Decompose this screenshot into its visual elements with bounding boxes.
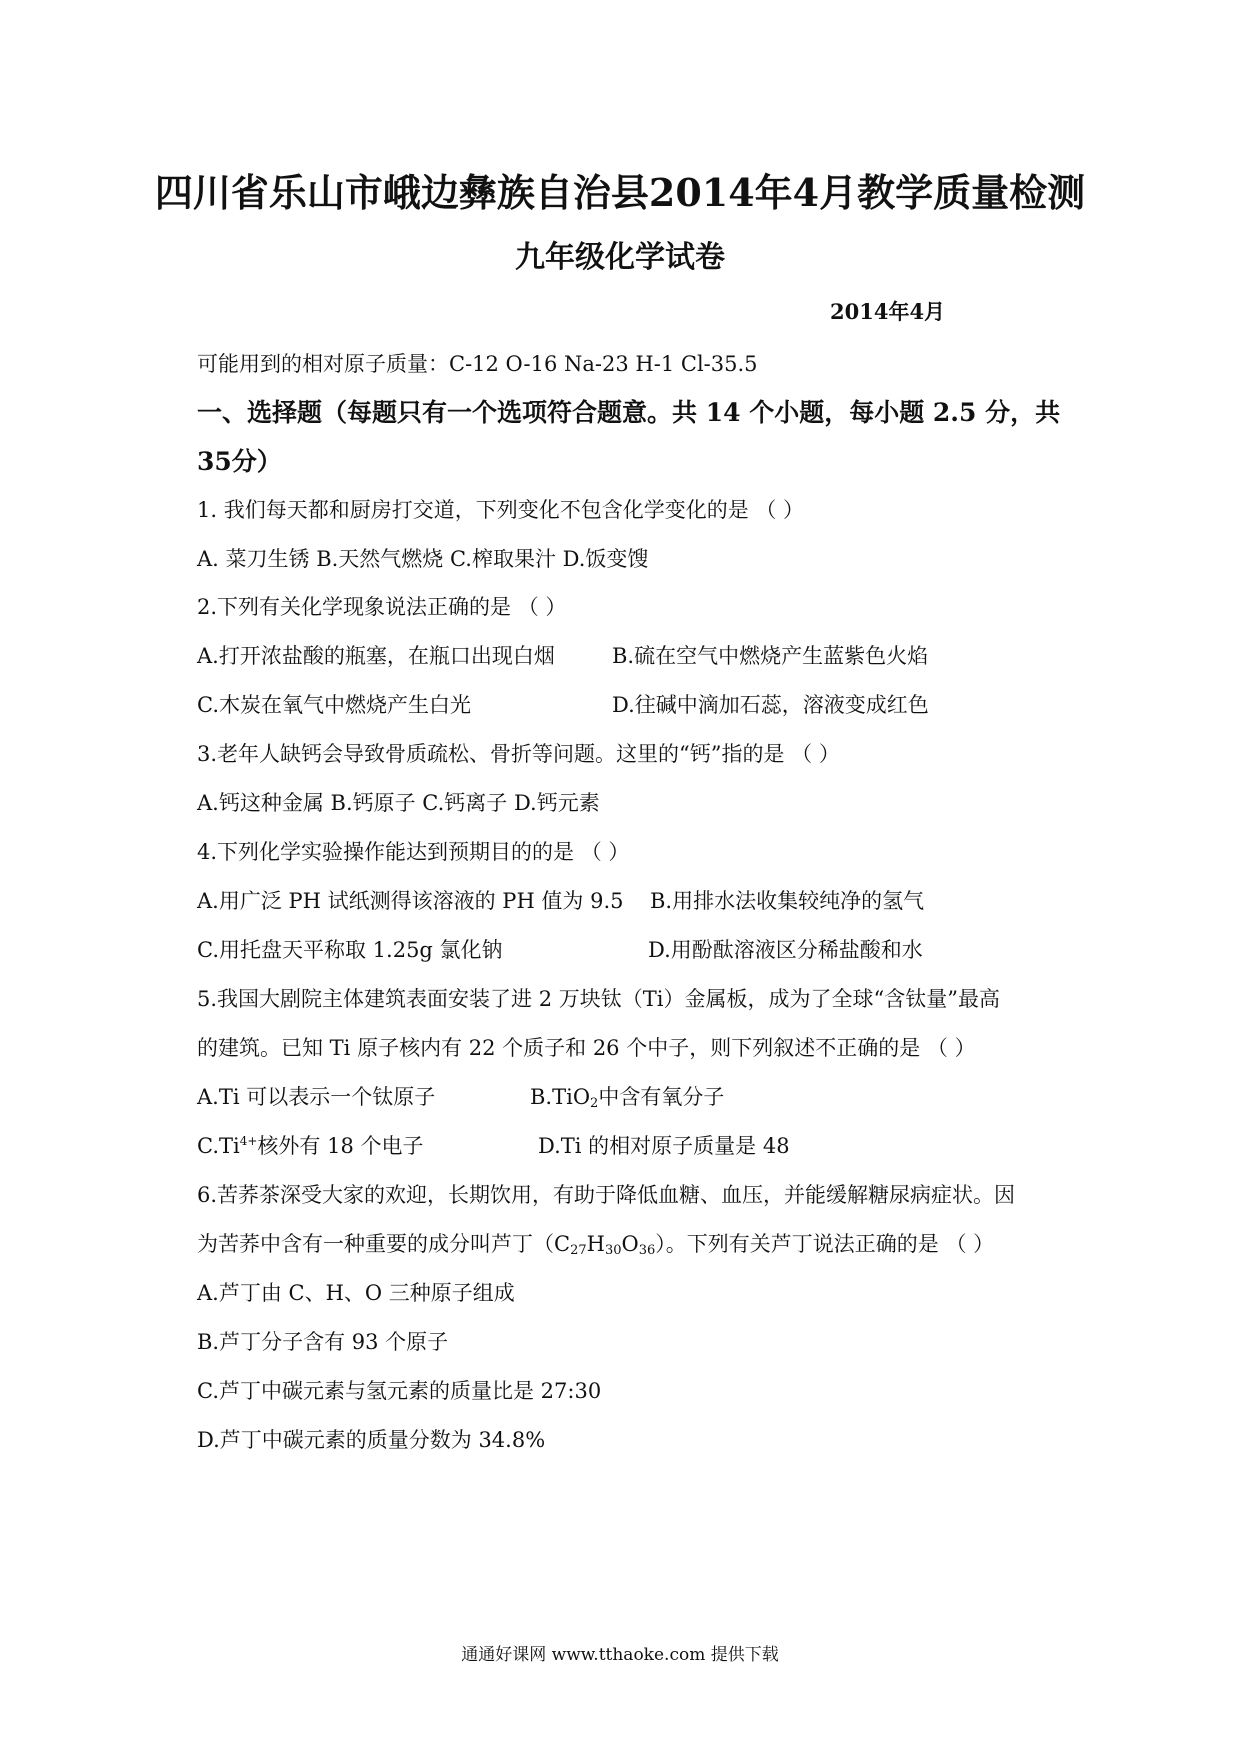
- section-heading-line2: 35分）: [197, 447, 282, 476]
- question-5-option-b: B.TiO$_2$中含有氧分子: [530, 1085, 725, 1111]
- question-6-option-a: A.芦丁由 C、H、O 三种原子组成: [197, 1281, 515, 1305]
- question-4-option-d: D.用酚酞溶液区分稀盐酸和水: [648, 938, 923, 962]
- page-subtitle: 九年级化学试卷: [515, 240, 725, 275]
- question-2-option-b: B.硫在空气中燃烧产生蓝紫色火焰: [612, 644, 929, 668]
- question-6-option-d: D.芦丁中碳元素的质量分数为 34.8%: [197, 1428, 546, 1452]
- question-2-stem: 2.下列有关化学现象说法正确的是 （ ）: [197, 595, 567, 619]
- question-4-stem: 4.下列化学实验操作能达到预期目的的是 （ ）: [197, 840, 630, 864]
- question-2-option-c: C.木炭在氧气中燃烧产生白光: [197, 693, 471, 717]
- question-1-stem: 1. 我们每天都和厨房打交道，下列变化不包含化学变化的是 （ ）: [197, 498, 805, 522]
- page-title: 四川省乐山市峨边彝族自治县2014年4月教学质量检测: [154, 170, 1086, 215]
- question-5-option-a: A.Ti 可以表示一个钛原子: [197, 1085, 436, 1109]
- question-6-option-b: B.芦丁分子含有 93 个原子: [197, 1330, 449, 1354]
- exam-date: 2014年4月: [830, 299, 946, 324]
- page-footer: 通通好课网 www.tthaoke.com 提供下载: [461, 1645, 779, 1665]
- question-5-option-c: $C.Ti^{4+}$核外有 18 个电子: [197, 1134, 424, 1158]
- question-3-stem: 3.老年人缺钙会导致骨质疏松、骨折等问题。这里的“钙”指的是 （ ）: [197, 742, 840, 766]
- question-5-stem-line1: 5.我国大剧院主体建筑表面安装了进 2 万块钛（Ti）金属板，成为了全球“含钛量”最高: [197, 987, 1000, 1011]
- question-5-option-d: D.Ti 的相对原子质量是 48: [538, 1134, 790, 1158]
- question-3-options: A.钙这种金属 B.钙原子 C.钙离子 D.钙元素: [197, 791, 600, 815]
- question-6-option-c: C.芦丁中碳元素与氢元素的质量比是 27:30: [197, 1379, 602, 1403]
- question-4-option-c: C.用托盘天平称取 1.25g 氯化钠: [197, 938, 503, 962]
- question-6-stem-line2: 为苦荞中含有一种重要的成分叫芦丁$(C_{27}H_{30}O_{36})$。下列有关芦丁说法正确的是 （ ）: [197, 1232, 995, 1258]
- question-1-options: A. 菜刀生锈 B.天然气燃烧 C.榨取果汁 D.饭变馊: [197, 547, 649, 571]
- question-2-option-d: D.往碱中滴加石蕊，溶液变成红色: [612, 693, 929, 717]
- question-4-option-a: A.用广泛 PH 试纸测得该溶液的 PH 值为 9.5: [197, 889, 624, 913]
- atomic-mass-note: 可能用到的相对原子质量：C-12 O-16 Na-23 H-1 Cl-35.5: [197, 352, 758, 376]
- question-6-stem-line1: 6.苦荞茶深受大家的欢迎，长期饮用，有助于降低血糖、血压，并能缓解糖尿病症状。因: [197, 1183, 1016, 1207]
- section-heading-line1: 一、选择题（每题只有一个选项符合题意。共 14 个小题，每小题 2.5 分，共: [197, 398, 1061, 427]
- question-4-option-b: B.用排水法收集较纯净的氢气: [650, 889, 925, 913]
- question-2-option-a: A.打开浓盐酸的瓶塞，在瓶口出现白烟: [197, 644, 555, 668]
- question-5-stem-line2: 的建筑。已知 Ti 原子核内有 22 个质子和 26 个中子，则下列叙述不正确的是 （ ）: [197, 1036, 976, 1060]
